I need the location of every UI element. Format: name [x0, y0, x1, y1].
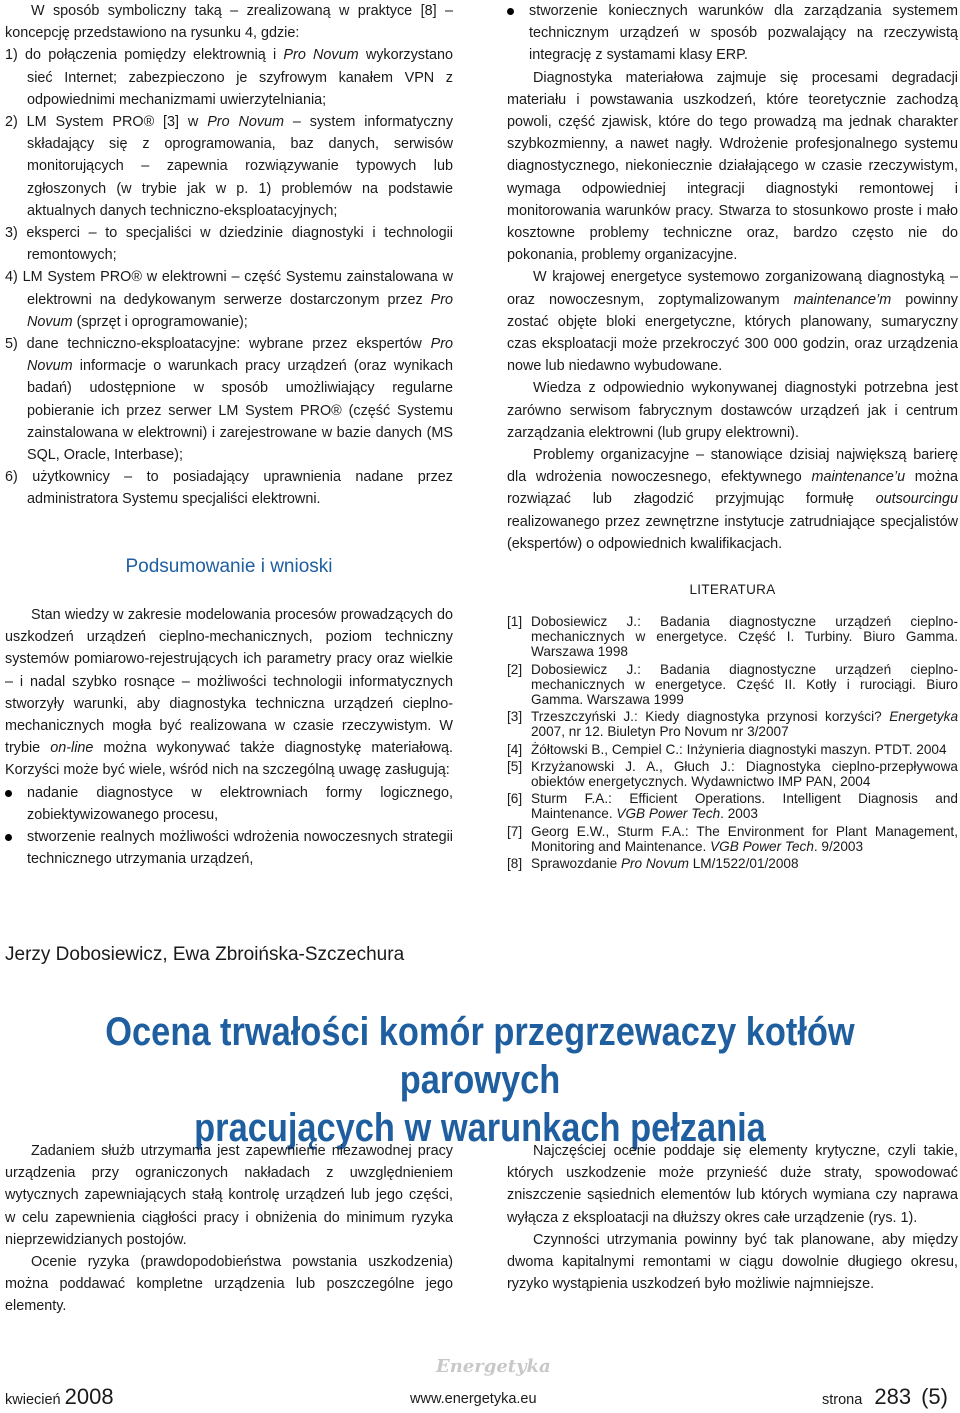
paragraph: Diagnostyka materiałowa zajmuje się procesami degradacji materiału i powstawania uszkodzeń, które teoretycznie zachodzą powoli, część zjawisk, które do tego prowadzą ma jednak charakter szybkozmienny, a nawet nagły. Wdrożenie profesjonalnego systemu diagnostycznego, niekoniecznie działającego w czasie rzeczywistym, wymaga odpowiedniej integracji diagnostyki remontowej i monitorowania warunków pracy. Stwarza to stosunkowo proste i mało kosztowne problemy techniczne oraz, bardzo często nie do pokonania, problemy organizacyjne.	[507, 69, 958, 264]
left-column-top	[5, 0, 453, 511]
list-item: 4) LM System PRO® w elektrowni – część Systemu zainstalowana w elektrowni na dedykowanym serwerze dostarczonym przez Pro Novum (sprzęt i oprogramowanie);	[5, 269, 453, 330]
article-authors: Jerzy Dobosiewicz, Ewa Zbroińska-Szczechura	[5, 944, 405, 965]
footer-url[interactable]: www.energetyka.eu	[410, 1391, 537, 1407]
bullet-icon	[507, 8, 514, 15]
article-title-line: pracujących w warunkach pełzania	[194, 1106, 766, 1150]
paragraph: Najczęściej ocenie poddaje się elementy krytyczne, czyli takie, których uszkodzenie może przynieść duże straty, spowodować zniszczenie sąsiednich elementów lub których wymiana czy naprawa wyłącza z eksploatacji na dłuższy okres całe urządzenie (rys. 1).	[507, 1143, 958, 1226]
reference-item: [6] Sturm F.A.: Efficient Operations. Intelligent Diagnosis and Maintenance. VGB Power Tech. 2003	[507, 791, 958, 822]
reference-item: [4] Żółtowski B., Cempiel C.: Inżynieria diagnostyki maszyn. PTDT. 2004	[507, 741, 947, 757]
footer-page	[822, 1384, 948, 1410]
summary-paragraph: Stan wiedzy w zakresie modelowania procesów prowadzących do uszkodzeń urządzeń cieplno-mechanicznych, poziom techniczny systemów pomiarowo-rejestrujących ich parametry pracy oraz wielkie – i nadal szybko rosnące – możliwości technologii informatycznych stworzyły warunki, aby diagnostyka techniczna urządzeń cieplno-mechanicznych mogła być realizowana w czasie rzeczywistym. W trybie on-line można wykonywać także diagnostykę materiałową. Korzyści może być wiele, wśród nich na szczególną uwagę zasługują:	[5, 607, 453, 779]
bullet-icon	[5, 790, 12, 797]
reference-item: [5] Krzyżanowski J. A., Głuch J.: Diagnostyka cieplno-przepływowa obiektów energetycznych. Wydawnictwo IMP PAN, 2004	[507, 758, 958, 790]
references-title: LITERATURA	[689, 582, 776, 597]
intro-paragraph: W sposób symboliczny taką – zrealizowaną w praktyce [8] – koncepcję przedstawiono na rysunku 4, gdzie:	[5, 3, 453, 42]
list-item: 3) eksperci – to specjaliści w dziedzinie diagnostyki i technologii remontowych;	[5, 225, 453, 264]
article-title-line: Ocena trwałości komór przegrzewaczy kotłów parowych	[105, 1010, 855, 1102]
list-item: 6) użytkownicy – to posiadający uprawnienia nadane przez administratora Systemu specjaliści elektrowni.	[5, 469, 453, 508]
list-item: 2) LM System PRO® [3] w Pro Novum – system informatyczny składający się z oprogramowania, baz danych, serwisów monitorujących – zapewnia rozwiązywanie typowych lub zgłoszonych (w trybie jak w p. 1) problemów na podstawie aktualnych danych techniczno-eksploatacyjnych;	[5, 114, 454, 219]
summary-block	[5, 604, 453, 870]
footer-page-number: 283	[874, 1384, 912, 1409]
paragraph: Zadaniem służb utrzymania jest zapewnienie niezawodnej pracy urządzenia przy ograniczonych nakładach z uwzględnieniem wytycznych zapewniających stałą kontrolę urządzeń lub jego części, w celu zapewnienia ciągłości pracy i obniżenia do minimum ryzyka nieprzewidzianych postojów.	[5, 1143, 453, 1248]
section-title: Podsumowanie i wnioski	[125, 556, 333, 577]
footer-year: 2008	[64, 1384, 114, 1409]
article-left-column	[5, 1140, 453, 1318]
list-item: nadanie diagnostyce w elektrowniach formy logicznego, zobiektywizowanego procesu,	[5, 782, 453, 826]
footer-page-sub: (5)	[921, 1384, 948, 1409]
article-title	[67, 1008, 893, 1152]
right-column-top	[507, 0, 958, 555]
list-items	[5, 44, 453, 510]
reference-item: [7] Georg E.W., Sturm F.A.: The Environment for Plant Management, Monitoring and Maintenance. VGB Power Tech. 9/2003	[507, 823, 958, 854]
reference-item: [2] Dobosiewicz J.: Badania diagnostyczne urządzeń cieplno-mechanicznych w energetyce. Część II. Kotły i rurociągi. Biuro Gamma. Warszawa 1999	[507, 661, 958, 708]
footer-page-label: strona	[822, 1392, 863, 1408]
paragraph: Czynności utrzymania powinny być tak planowane, aby między dwoma kapitalnymi remontami w ciągu dowolnie długiego okresu, ryzyko wystąpienia uszkodzeń było możliwie najmniejsze.	[507, 1231, 958, 1293]
footer-month: kwiecień	[5, 1392, 61, 1408]
article-right-column	[507, 1140, 958, 1295]
paragraph: W krajowej energetyce systemowo zorganizowaną diagnostyką – oraz nowoczesnym, zoptymalizowanym maintenance’m powinny zostać objęte bloki energetyczne, których planowany, sumaryczny czas eksploatacji może przekroczyć 300 000 godzin, oraz urządzenia nowe lub niedawno wybudowane.	[507, 269, 958, 375]
list-item: stworzenie koniecznych warunków dla zarządzania systemem technicznym urządzeń w sposób pozwalający na rzeczywistą integrację z systamami klasy ERP.	[507, 0, 958, 67]
list-item: 1) do połączenia pomiędzy elektrownią i Pro Novum wykorzystano sieć Internet; zabezpieczono je szyfrowym kanałem VPN z odpowiednimi mechanizmami uwierzytelniania;	[5, 47, 453, 108]
magazine-logo: Energetyka	[436, 1356, 551, 1377]
reference-item: [1] Dobosiewicz J.: Badania diagnostyczne urządzeń cieplno-mechanicznych w energetyce. Część I. Turbiny. Biuro Gamma. Warszawa 1998	[507, 614, 958, 660]
reference-item: [8] Sprawozdanie Pro Novum LM/1522/01/2008	[507, 856, 799, 872]
list-item: stworzenie realnych możliwości wdrożenia nowoczesnych strategii technicznego utrzymania urządzeń,	[5, 826, 453, 870]
paragraph: Wiedza z odpowiednio wykonywanej diagnostyki potrzebna jest zarówno serwisom fabrycznym dostawców urządzeń jak i centrum zarządzania elektrowni (lub grupy elektrowni).	[507, 380, 958, 441]
references-list	[507, 614, 958, 873]
reference-item: [3] Trzeszczyński J.: Kiedy diagnostyka przynosi korzyści? Energetyka 2007, nr 12. Biuletyn Pro Novum nr 3/2007	[507, 709, 958, 740]
paragraph: Problemy organizacyjne – stanowiące dzisiaj największą barierę dla wdrożenia nowoczesnego, efektywnego maintenance’u można rozwiązać lub złagodzić przyjmując formułę outsourcingu realizowanego przez zewnętrzne instytucje zatrudniające specjalistów (ekspertów) o odpowiednich kwalifikacjach.	[507, 447, 958, 552]
paragraph: Ocenie ryzyka (prawdopodobieństwa powstania uszkodzenia) można poddawać kompletne urządzenia lub poszczególne jego elementy.	[5, 1254, 453, 1315]
bullet-icon	[5, 834, 12, 841]
footer-date	[5, 1384, 114, 1410]
list-item: 5) dane techniczno-eksploatacyjne: wybrane przez ekspertów Pro Novum informacje o warunkach pracy urządzeń (oraz wynikach badań) udostępnione w sposób umożliwiający regularne pobieranie ich przez serwer LM System PRO® (część Systemu zainstalowana w elektrowni) i zarejestrowane w bazie danych (MS SQL, Oracle, Interbase);	[5, 336, 453, 464]
